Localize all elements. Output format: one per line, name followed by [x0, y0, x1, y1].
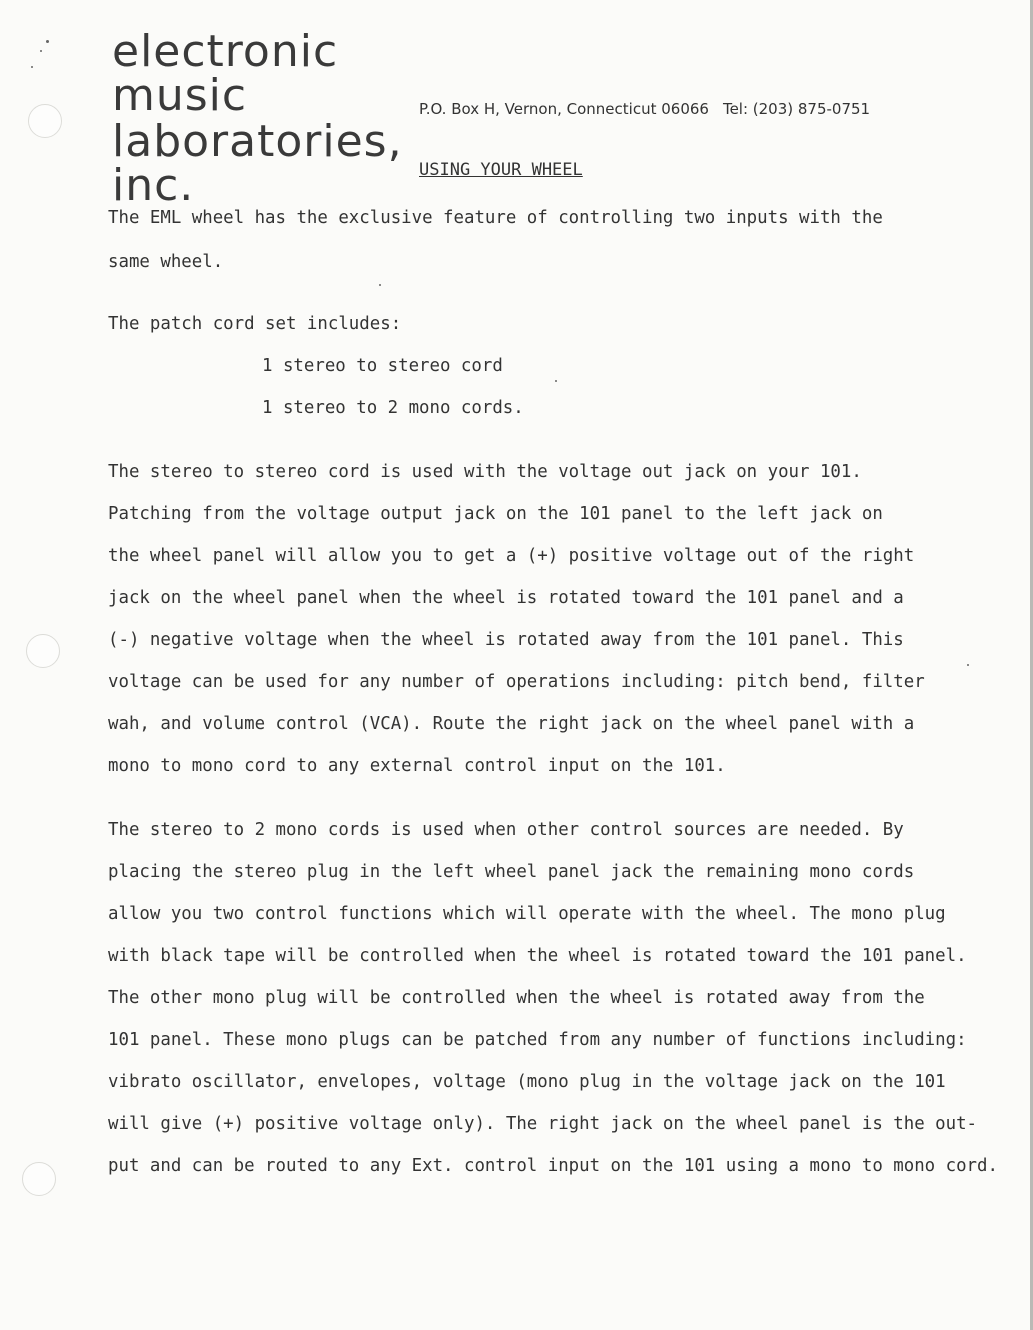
patch-set-item: 1 stereo to stereo cord	[262, 356, 503, 376]
scan-speck	[555, 380, 557, 382]
paragraph-line: The other mono plug will be controlled when the wheel is rotated away from the	[108, 988, 925, 1008]
intro-line: same wheel.	[108, 252, 224, 272]
paragraph-line: vibrato oscillator, envelopes, voltage (mono plug in the voltage jack on the 101	[108, 1072, 946, 1092]
paragraph-line: The stereo to 2 mono cords is used when other control sources are needed. By	[108, 820, 904, 840]
punch-hole-bottom	[22, 1162, 56, 1196]
patch-set-heading: The patch cord set includes:	[108, 314, 402, 334]
intro-line: The EML wheel has the exclusive feature of controlling two inputs with the	[108, 208, 883, 228]
logo-line-2: laboratories, inc.	[112, 116, 403, 211]
paragraph-line: the wheel panel will allow you to get a (+) positive voltage out of the right	[108, 546, 915, 566]
paragraph-line: will give (+) positive voltage only). The right jack on the wheel panel is the out-	[108, 1114, 978, 1134]
scan-speck	[40, 50, 42, 52]
patch-set-item: 1 stereo to 2 mono cords.	[262, 398, 524, 418]
scan-speck	[31, 66, 33, 68]
paragraph-line: put and can be routed to any Ext. control input on the 101 using a mono to mono cord.	[108, 1156, 998, 1176]
paragraph-line: 101 panel. These mono plugs can be patched from any number of functions including:	[108, 1030, 967, 1050]
company-logo	[112, 26, 412, 211]
punch-hole-top	[28, 104, 62, 138]
paragraph-line: The stereo to stereo cord is used with the voltage out jack on your 101.	[108, 462, 862, 482]
paragraph-line: allow you two control functions which will operate with the wheel. The mono plug	[108, 904, 946, 924]
paragraph-line: with black tape will be controlled when the wheel is rotated toward the 101 panel.	[108, 946, 967, 966]
letterhead-address	[419, 100, 870, 118]
paragraph-line: (-) negative voltage when the wheel is rotated away from the 101 panel. This	[108, 630, 904, 650]
paragraph-line: jack on the wheel panel when the wheel is rotated toward the 101 panel and a	[108, 588, 904, 608]
punch-hole-middle	[26, 634, 60, 668]
telephone-number: Tel: (203) 875-0751	[722, 100, 871, 118]
paragraph-line: wah, and volume control (VCA). Route the right jack on the wheel panel with a	[108, 714, 915, 734]
paragraph-line: mono to mono cord to any external control input on the 101.	[108, 756, 726, 776]
paragraph-line: placing the stereo plug in the left wheel panel jack the remaining mono cords	[108, 862, 915, 882]
paragraph-line: Patching from the voltage output jack on the 101 panel to the left jack on	[108, 504, 883, 524]
paragraph-line: voltage can be used for any number of operations including: pitch bend, filter	[108, 672, 925, 692]
scan-speck	[967, 664, 969, 666]
logo-line-1: electronic music	[112, 26, 339, 121]
postal-address: P.O. Box H, Vernon, Connecticut 06066	[419, 100, 709, 118]
document-title: USING YOUR WHEEL	[419, 160, 583, 180]
scan-speck	[379, 284, 381, 286]
scan-speck	[46, 40, 49, 43]
